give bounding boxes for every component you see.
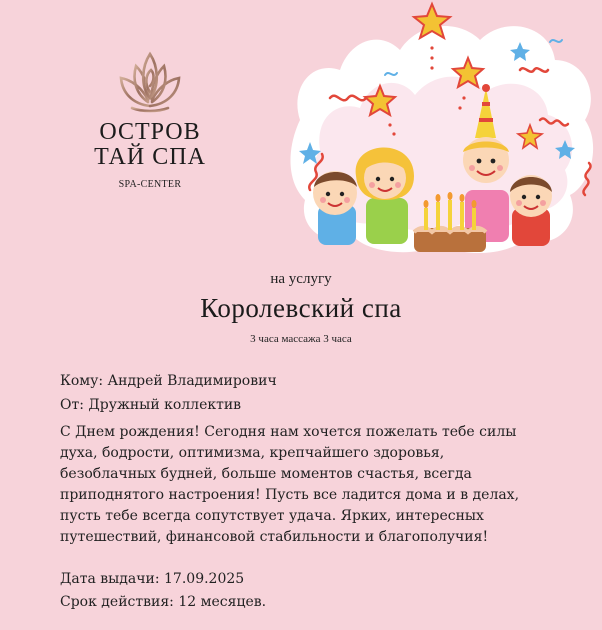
brand-name-line2: ТАЙ СПА [94,144,206,170]
service-label: на услугу [270,271,332,287]
issue-date: Дата выдачи: 17.09.2025 [60,571,245,587]
service-title: Королевский спа [200,293,402,323]
service-description: 3 часа массажа 3 часа [250,333,352,345]
validity-period: Срок действия: 12 месяцев. [60,594,267,610]
birthday-party-illustration [290,0,602,258]
brand-tagline: SPA-CENTER [118,179,182,190]
lotus-icon [118,48,182,114]
brand-logo [80,48,220,190]
sender-line: От: Дружный коллектив [60,397,242,413]
greeting-message: С Днем рождения! Сегодня нам хочется пожелать тебе силы духа, бодрости, оптимизма, крепчайшего здоровья, безоблачных будней, больше моментов счастья, всегда приподнятого настроения! Пусть все ладится дома и в делах, пусть тебе всегда сопутствует удача. Ярких, интересных путешествий, финансовой стабильности и благополучия! [60,424,520,545]
brand-name-line1: ОСТРОВ [99,119,201,145]
recipient-line: Кому: Андрей Владимирович [60,373,277,389]
